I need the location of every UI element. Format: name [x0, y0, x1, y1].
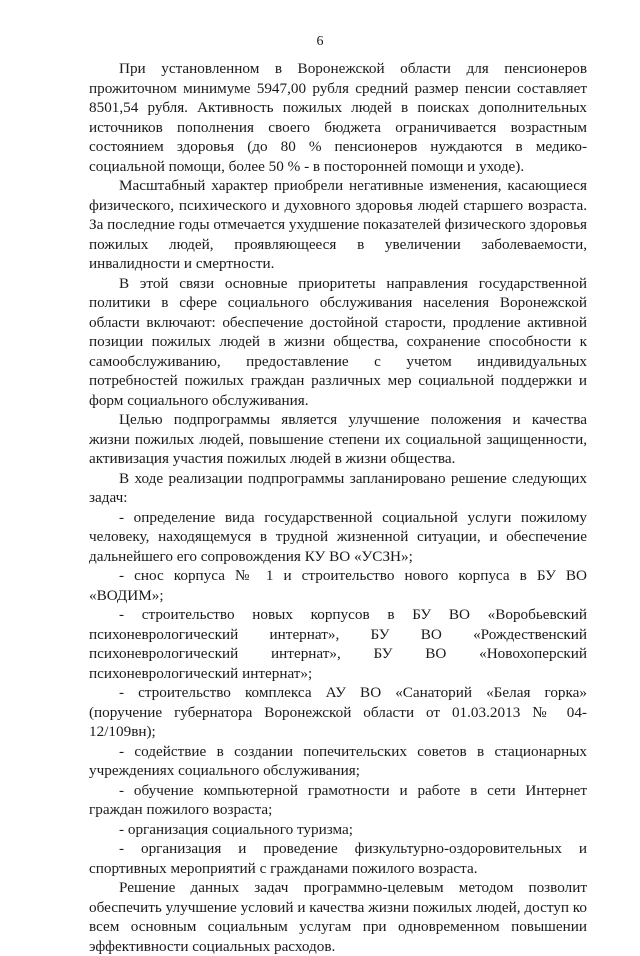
task-item: - организация социального туризма; — [119, 820, 353, 838]
task-item: - обучение компьютерной грамотности и работе в сети Интернет граждан пожилого возраста; — [89, 781, 587, 818]
paragraph-health-changes: Масштабный характер приобрели негативные изменения, касающиеся физического, психического и духовного здоровья людей старшего возраста. За последние годы отмечается ухудшение показателей физического здоровья пожилых людей, проявляющееся в увеличении заболеваемости, инвалидности и смертности. — [89, 177, 587, 272]
paragraph-policy-priorities: В этой связи основные приоритеты направления государственной политики в сфере социального обслуживания населения Воронежской области включают: обеспечение достойной старости, продление активной позиции пожилых людей в жизни общества, сохранение способности к самообслуживанию, предоставление с учетом индивидуальных потребностей пожилых граждан различных мер социальной поддержки и форм социального обслуживания. — [89, 274, 587, 409]
task-list — [89, 508, 587, 879]
task-item: - снос корпуса № 1 и строительство нового корпуса в БУ ВО «ВОДИМ»; — [89, 567, 587, 604]
document-body — [89, 59, 587, 956]
task-item: - определение вида государственной социальной услуги пожилому человеку, находящемуся в трудной жизненной ситуации, и обеспечение дальнейшего его сопровождения КУ ВО «УСЗН»; — [89, 508, 587, 565]
paragraph-closing: Решение данных задач программно-целевым методом позволит обеспечить улучшение условий и качества жизни пожилых людей, доступ ко всем основным социальным услугам при одновременном повышении эффективности социальных расходов. — [89, 879, 587, 955]
paragraph-pension-stats: При установленном в Воронежской области для пенсионеров прожиточном минимуме 5947,00 рубля средний размер пенсии составляет 8501,54 рубля. Активность пожилых людей в поисках дополнительных источников пополнения своего бюджета ограничивается возрастным состоянием здоровья (до 80 % пенсионеров нуждаются в медико-социальной помощи, более 50 % - в посторонней помощи и уходе). — [89, 60, 587, 175]
task-item: - строительство комплекса АУ ВО «Санаторий «Белая горка» (поручение губернатора Воронежской области от 01.03.2013 № 04-12/109вн); — [89, 684, 587, 740]
task-item: - строительство новых корпусов в БУ ВО «Воробьевский психоневрологический интернат», БУ ВО «Рождественский психоневрологический интернат», БУ ВО «Новохоперский психоневрологический интернат»; — [89, 606, 587, 682]
task-item: - организация и проведение физкультурно-оздоровительных и спортивных мероприятий с гражданами пожилого возраста. — [89, 840, 587, 877]
paragraph-tasks-intro: В ходе реализации подпрограммы запланировано решение следующих задач: — [89, 469, 587, 506]
page-number: 6 — [316, 34, 324, 49]
paragraph-subprogram-goal: Целью подпрограммы является улучшение положения и качества жизни пожилых людей, повышение степени их социальной защищенности, активизация участия пожилых людей в жизни общества. — [89, 411, 587, 467]
task-item: - содействие в создании попечительских советов в стационарных учреждениях социального обслуживания; — [89, 742, 587, 779]
